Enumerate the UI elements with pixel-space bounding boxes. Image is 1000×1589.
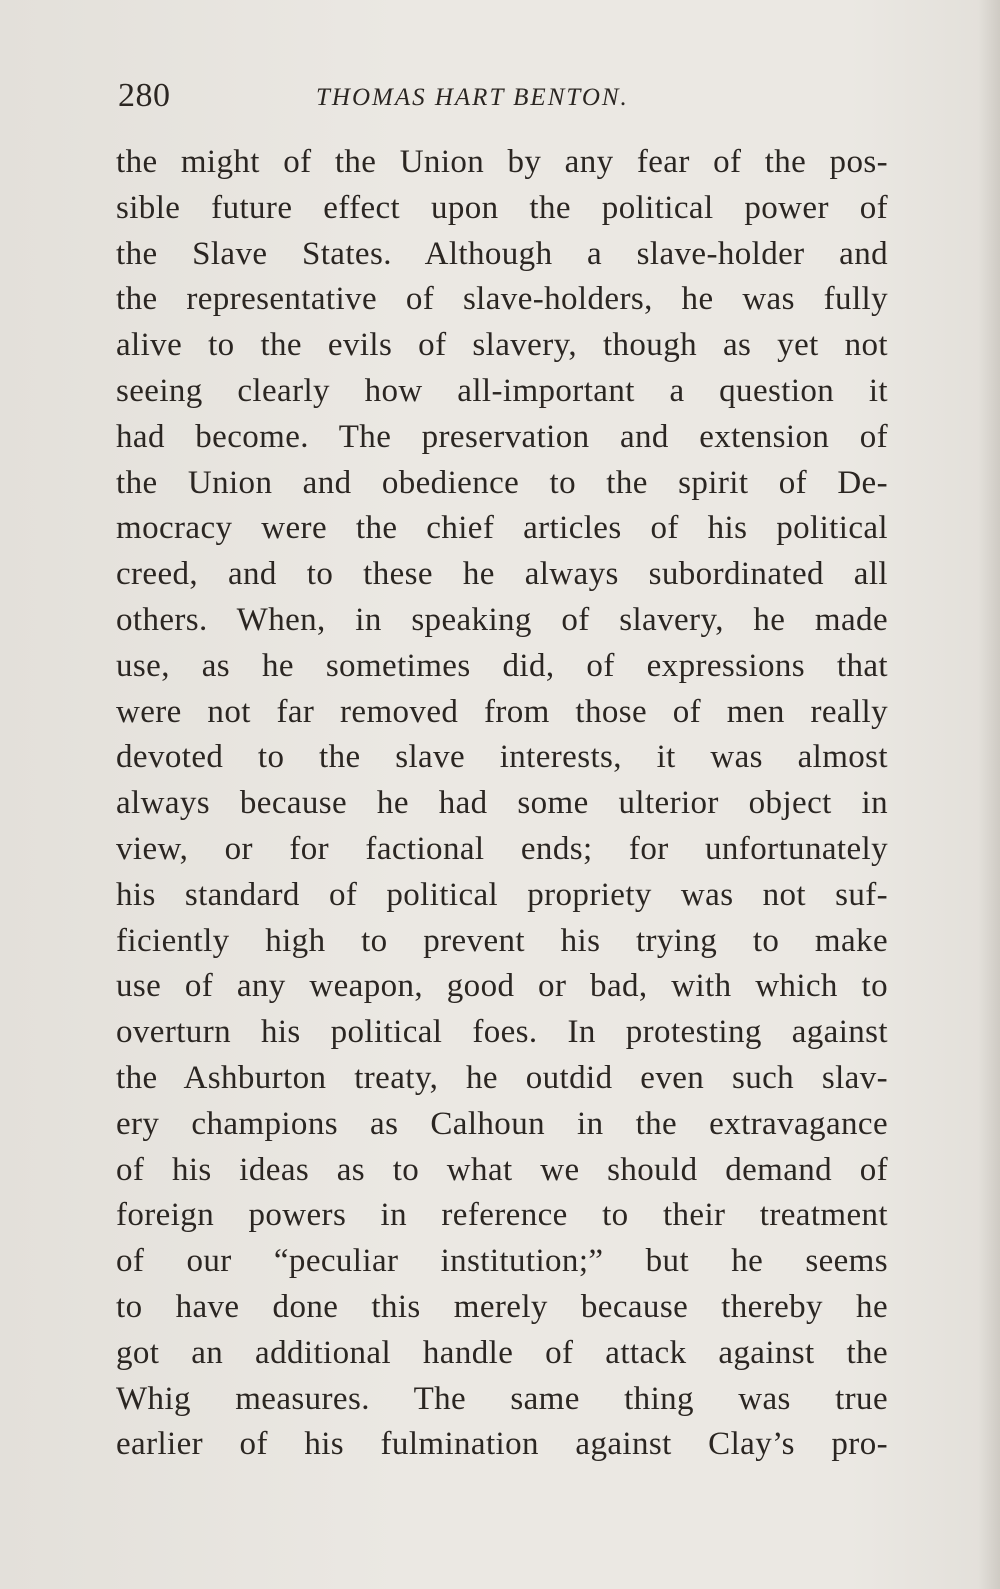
text-line: were not far removed from those of men really: [116, 693, 888, 730]
text-line: the representative of slave-holders, he was fully: [116, 281, 888, 318]
text-line: of his ideas as to what we should demand of: [116, 1151, 888, 1188]
text-line: use of any weapon, good or bad, with which to: [116, 968, 888, 1005]
text-line: overturn his political foes. In protesting against: [116, 1014, 888, 1051]
text-line: to have done this merely because thereby he: [116, 1288, 888, 1325]
page-header: [118, 72, 888, 120]
body-text: [116, 140, 888, 1468]
text-line: view, or for factional ends; for unfortunately: [116, 830, 888, 867]
text-line: use, as he sometimes did, of expressions that: [116, 647, 888, 684]
text-line: his standard of political propriety was not suf-: [116, 876, 888, 913]
text-line: Whig measures. The same thing was true: [116, 1380, 888, 1417]
text-line: the might of the Union by any fear of the pos-: [116, 144, 888, 180]
text-line: the Union and obedience to the spirit of De-: [116, 464, 888, 501]
text-line: devoted to the slave interests, it was almost: [116, 739, 888, 776]
text-line: mocracy were the chief articles of his political: [116, 510, 888, 547]
text-line: creed, and to these he always subordinated all: [116, 556, 888, 593]
text-line: earlier of his fulmination against Clay’s pro-: [116, 1426, 888, 1463]
text-line: got an additional handle of attack against the: [116, 1334, 888, 1371]
text-line: alive to the evils of slavery, though as yet not: [116, 327, 888, 364]
page-number: 280: [118, 77, 171, 114]
text-line: sible future effect upon the political power of: [116, 189, 888, 226]
running-head: THOMAS HART BENTON.: [316, 84, 629, 111]
text-line: others. When, in speaking of slavery, he made: [116, 601, 888, 638]
page-edge-shadow: [978, 0, 1000, 1589]
text-line: of our “peculiar institution;” but he seems: [116, 1243, 888, 1280]
text-line: the Slave States. Although a slave-holder and: [116, 235, 888, 272]
text-line: had become. The preservation and extension of: [116, 418, 888, 455]
text-line: foreign powers in reference to their treatment: [116, 1197, 888, 1234]
text-line: ficiently high to prevent his trying to make: [116, 922, 888, 959]
text-line: always because he had some ulterior object in: [116, 785, 888, 822]
text-line: seeing clearly how all-important a question it: [116, 372, 888, 409]
text-line: ery champions as Calhoun in the extravagance: [116, 1105, 888, 1142]
text-line: the Ashburton treaty, he outdid even such slav-: [116, 1059, 888, 1096]
